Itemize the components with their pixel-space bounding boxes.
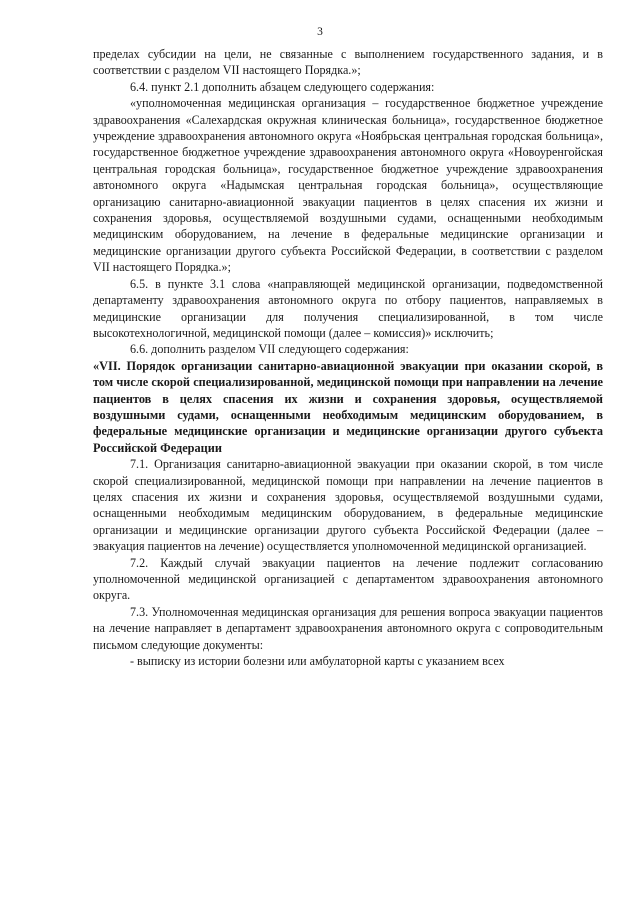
paragraph-7-1: 7.1. Организация санитарно-авиационной эвакуации при оказании скорой, в том числе скорой специализированной, медицинской помощи при направлении на лечение пациентов в целях спасения их жизни и сохранения здоровья, осуществляемой воздушными судами, оснащенными необходимым медицинским оборудованием, в федеральные медицинские организации и медицинские организации другого субъекта Российской Федерации (далее – эвакуация пациентов на лечение) осуществляется уполномоченной медицинской организацией.	[93, 457, 603, 554]
document-body	[93, 46, 603, 669]
list-item-extract: - выписку из истории болезни или амбулаторной карты с указанием всех	[130, 654, 505, 669]
paragraph-continuation: пределах субсидии на цели, не связанные с выполнением государственного задания, и в соответствии с разделом VII настоящего Порядка.»;	[93, 47, 603, 78]
section-heading-vii: «VII. Порядок организации санитарно-авиационной эвакуации при оказании скорой, в том числе скорой специализированной, медицинской помощи при направлении на лечение пациентов в целях спасения их жизни и сохранения здоровья, осуществляемой воздушными судами, оснащенными необходимым медицинским оборудованием, в федеральные медицинские организации и медицинские организации другого субъекта Российской Федерации	[93, 358, 603, 455]
paragraph-6-4: 6.4. пункт 2.1 дополнить абзацем следующего содержания:	[130, 79, 435, 94]
paragraph-6-5: 6.5. в пункте 3.1 слова «направляющей медицинской организации, подведомственной департаменту здравоохранения автономного округа по отбору пациентов, направляемых в медицинские организации для получения специализированной, в том числе высокотехнологичной, медицинской помощи (далее – комиссия)» исключить;	[93, 276, 603, 340]
paragraph-authorized-organization-definition: «уполномоченная медицинская организация – государственное бюджетное учреждение здравоохранения «Салехардская окружная клиническая больница», государственное бюджетное учреждение здравоохранения автономного округа «Ноябрьская центральная городская больница», государственное бюджетное учреждение здравоохранения автономного округа «Новоуренгойская центральная городская больница», государственное бюджетное учреждение здравоохранения автономного округа «Надымская центральная городская больница», осуществляющие организацию санитарно-авиационной эвакуации пациентов в целях спасения их жизни и сохранения здоровья, осуществляемой воздушными судами, оснащенными необходимым медицинским оборудованием, на лечение в федеральные медицинские организации и медицинские организации другого субъекта Российской Федерации, в соответствии с разделом VII настоящего Порядка.»;	[93, 96, 603, 275]
paragraph-7-2: 7.2. Каждый случай эвакуации пациентов на лечение подлежит согласованию уполномоченной медицинской организацией с департаментом здравоохранения автономного округа.	[93, 555, 603, 603]
paragraph-6-6: 6.6. дополнить разделом VII следующего содержания:	[130, 342, 409, 357]
page-number: 3	[317, 26, 323, 38]
paragraph-7-3: 7.3. Уполномоченная медицинская организация для решения вопроса эвакуации пациентов на лечение направляет в департамент здравоохранения автономного округа с сопроводительным письмом следующие документы:	[93, 604, 603, 652]
